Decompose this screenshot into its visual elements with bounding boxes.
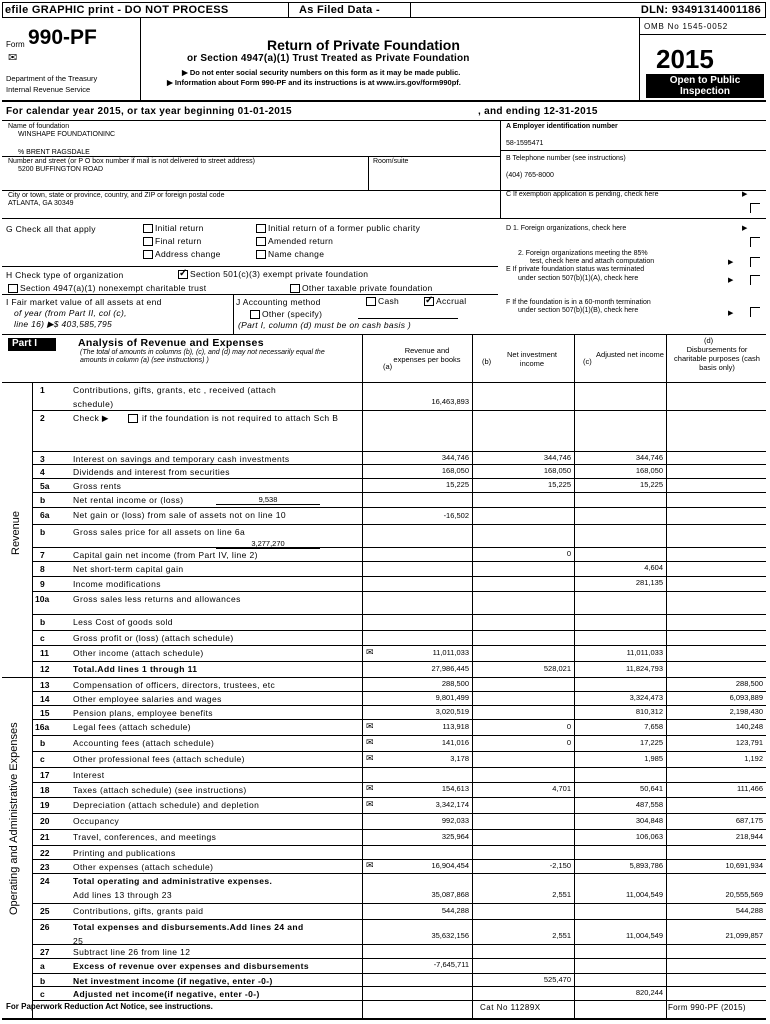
amount-col-b: 15,225 bbox=[548, 480, 571, 489]
line-label: Gross profit or (loss) (attach schedule) bbox=[73, 633, 234, 643]
amount-col-b: 2,551 bbox=[552, 931, 571, 940]
h-c3[interactable] bbox=[178, 269, 368, 279]
amount-col-c: 106,063 bbox=[635, 832, 663, 841]
line-label: Contributions, gifts, grants, etc , received (attach bbox=[73, 385, 277, 395]
line-label: Net rental income or (loss) bbox=[73, 495, 184, 505]
arrow-icon: ▶ bbox=[728, 310, 734, 317]
line-label: Other professional fees (attach schedule) bbox=[73, 754, 245, 764]
row-rule bbox=[32, 767, 766, 768]
j-other[interactable] bbox=[250, 309, 322, 319]
amount-col-b: 525,470 bbox=[543, 975, 571, 984]
amount-col-c: 15,225 bbox=[640, 480, 663, 489]
amount-col-c: 7,658 bbox=[644, 722, 663, 731]
amount-col-c: 11,824,793 bbox=[626, 664, 663, 673]
line-number: 12 bbox=[40, 664, 50, 674]
e-label-b: under section 507(b)(1)(A), check here bbox=[518, 275, 639, 282]
line-number: 1 bbox=[40, 385, 45, 395]
line-number: 23 bbox=[40, 862, 50, 872]
final-return-label: Final return bbox=[155, 236, 202, 246]
line-label: Other employee salaries and wages bbox=[73, 694, 222, 704]
other-taxable-label: Other taxable private foundation bbox=[302, 283, 433, 293]
line-number: 15 bbox=[40, 708, 50, 718]
row-rule bbox=[32, 464, 766, 465]
amount-col-d: 140,248 bbox=[735, 722, 763, 731]
line-label: Subtract line 26 from line 12 bbox=[73, 947, 191, 957]
line-label: Interest bbox=[73, 770, 105, 780]
row-rule bbox=[32, 645, 766, 646]
address-change-label: Address change bbox=[155, 249, 221, 259]
amount-col-c: 281,135 bbox=[635, 578, 663, 587]
amount-col-d: 21,099,857 bbox=[725, 931, 763, 940]
row-rule bbox=[32, 944, 766, 945]
amount-col-b: 528,021 bbox=[543, 664, 571, 673]
line-label: Gross rents bbox=[73, 481, 122, 491]
line-number: 8 bbox=[40, 564, 45, 574]
amount-col-d: 111,466 bbox=[737, 784, 763, 793]
line-number: 27 bbox=[40, 947, 50, 957]
i-line1: I Fair market value of all assets at end bbox=[6, 297, 162, 307]
part1-tag: Part I bbox=[8, 338, 56, 351]
col-b-letter: (b) bbox=[482, 357, 492, 366]
line-label: Net gain or (loss) from sale of assets not on line 10 bbox=[73, 510, 287, 520]
line-number: b bbox=[40, 527, 46, 537]
line-number: 24 bbox=[40, 876, 50, 886]
amount-col-a: 11,011,033 bbox=[432, 648, 469, 657]
line-label: Occupancy bbox=[73, 816, 120, 826]
line-label: Gross sales less returns and allowances bbox=[73, 594, 241, 604]
expenses-side-label: Operating and Administrative Expenses bbox=[8, 722, 20, 915]
accrual-label: Accrual bbox=[436, 296, 467, 306]
f-checkbox[interactable] bbox=[750, 307, 760, 317]
line-label: Net short-term capital gain bbox=[73, 564, 184, 574]
row-rule bbox=[32, 705, 766, 706]
amount-col-c: 304,848 bbox=[635, 816, 663, 825]
line-label: Contributions, gifts, grants paid bbox=[73, 906, 204, 916]
line-number: b bbox=[40, 495, 46, 505]
amount-col-a: 344,746 bbox=[441, 453, 469, 462]
irs: Internal Revenue Service bbox=[6, 85, 91, 94]
line-label-cont: if the foundation is not required to attach Sch B bbox=[142, 413, 339, 423]
line-number: 3 bbox=[40, 454, 45, 464]
amount-col-a: 3,020,519 bbox=[435, 707, 469, 716]
col-d-head: Disbursements for charitable purposes (cash basis only) bbox=[674, 345, 760, 372]
row-rule bbox=[32, 719, 766, 720]
amount-col-a: 15,225 bbox=[446, 480, 469, 489]
other-method-label: Other (specify) bbox=[262, 309, 323, 319]
inline-amount: 3,277,270 bbox=[216, 539, 320, 549]
street-label: Number and street (or P O box number if mail is not delivered to street address) bbox=[8, 158, 255, 165]
amount-col-a: 9,801,499 bbox=[435, 693, 469, 702]
line-number: c bbox=[40, 754, 45, 764]
form-header bbox=[2, 18, 766, 102]
calendar-begin: For calendar year 2015, or tax year beginning 01-01-2015 bbox=[6, 106, 292, 117]
amount-col-a: 544,288 bbox=[441, 906, 469, 915]
line-number: c bbox=[40, 989, 45, 999]
cash-checkbox[interactable] bbox=[366, 297, 376, 306]
row-rule bbox=[32, 576, 766, 577]
amended-return-label: Amended return bbox=[268, 236, 334, 246]
col-b-head: Net investment income bbox=[506, 350, 558, 368]
arrow-icon: ▶ bbox=[742, 191, 748, 198]
line-label: Net investment income (if negative, enter -0-) bbox=[73, 976, 273, 986]
row-rule bbox=[32, 735, 766, 736]
attachment-icon[interactable]: ✉ bbox=[366, 783, 374, 793]
initial-return-label: Initial return bbox=[155, 223, 204, 233]
line-label-cont: schedule) bbox=[73, 399, 114, 409]
phone-value: (404) 765-8000 bbox=[506, 172, 554, 179]
col-d-letter: (d) bbox=[704, 336, 714, 345]
attachment-icon[interactable]: ✉ bbox=[366, 737, 374, 747]
line-label: Other expenses (attach schedule) bbox=[73, 862, 214, 872]
row-rule bbox=[32, 903, 766, 904]
line-number: b bbox=[40, 617, 46, 627]
col-c-letter: (c) bbox=[583, 357, 592, 366]
amount-col-a: 27,986,445 bbox=[431, 664, 469, 673]
row-rule bbox=[32, 797, 766, 798]
foundation-name: WINSHAPE FOUNDATIONINC bbox=[18, 131, 116, 138]
col-c-head: Adjusted net income bbox=[596, 350, 664, 359]
line-number: b bbox=[40, 738, 46, 748]
dln: DLN: 93491314001186 bbox=[640, 4, 761, 16]
line-number: 19 bbox=[40, 800, 50, 810]
line-label: Capital gain net income (from Part IV, line 2) bbox=[73, 550, 258, 560]
line-number: 22 bbox=[40, 848, 50, 858]
attachment-icon[interactable]: ✉ bbox=[366, 647, 374, 657]
row-rule bbox=[32, 958, 766, 959]
omb-number: OMB No 1545-0052 bbox=[644, 22, 728, 31]
attachment-icon[interactable]: ✉ bbox=[366, 799, 374, 809]
row-rule bbox=[32, 859, 766, 860]
line-number: 26 bbox=[40, 922, 50, 932]
line-label: Adjusted net income(if negative, enter -0-) bbox=[73, 989, 260, 999]
row-rule bbox=[32, 691, 766, 692]
calendar-end: , and ending 12-31-2015 bbox=[478, 106, 598, 117]
row-rule bbox=[32, 845, 766, 846]
line-label: Compensation of officers, directors, trustees, etc bbox=[73, 680, 276, 690]
line-label: Taxes (attach schedule) (see instructions) bbox=[73, 785, 247, 795]
d1-label: D 1. Foreign organizations, check here bbox=[506, 225, 627, 232]
line-number: 20 bbox=[40, 816, 50, 826]
line-label-cont: 25 bbox=[73, 936, 84, 946]
line-number: 2 bbox=[40, 413, 45, 423]
irs-note: ▶ Information about Form 990-PF and its instructions is at www.irs.gov/form990pf. bbox=[167, 78, 461, 87]
h-trust[interactable] bbox=[8, 283, 206, 293]
cat-number: Cat No 11289X bbox=[480, 1003, 541, 1012]
line-label: Other income (attach schedule) bbox=[73, 648, 204, 658]
e-checkbox[interactable] bbox=[750, 275, 760, 285]
amount-col-a: 141,016 bbox=[441, 738, 469, 747]
arrow-icon: ▶ bbox=[728, 259, 734, 266]
form-footer: Form 990-PF (2015) bbox=[668, 1003, 746, 1012]
row-rule bbox=[32, 813, 766, 814]
row-rule bbox=[32, 630, 766, 631]
street-value: 5200 BUFFINGTON ROAD bbox=[18, 166, 104, 173]
line-number: c bbox=[40, 633, 45, 643]
line-label: Depreciation (attach schedule) and depletion bbox=[73, 800, 260, 810]
inline-amount: 9,538 bbox=[216, 495, 320, 505]
amount-col-a: 3,178 bbox=[450, 754, 469, 763]
amount-col-d: 10,691,934 bbox=[725, 861, 763, 870]
row-rule bbox=[32, 873, 766, 874]
trust-checkbox[interactable] bbox=[8, 284, 18, 293]
row-rule bbox=[32, 829, 766, 830]
col-a-letter: (a) bbox=[383, 362, 393, 371]
line-label: Travel, conferences, and meetings bbox=[73, 832, 217, 842]
row-rule bbox=[32, 451, 766, 452]
trust-label: Section 4947(a)(1) nonexempt charitable trust bbox=[20, 283, 207, 293]
row-rule bbox=[32, 492, 766, 493]
line-label: Less Cost of goods sold bbox=[73, 617, 173, 627]
amount-col-c: 344,746 bbox=[635, 453, 663, 462]
initial-former-checkbox[interactable] bbox=[256, 224, 266, 233]
ein-value: 58-1595471 bbox=[506, 140, 544, 147]
row-rule bbox=[32, 986, 766, 987]
amount-col-c: 168,050 bbox=[635, 466, 663, 475]
amount-col-a: 168,050 bbox=[441, 466, 469, 475]
j-cash[interactable] bbox=[366, 296, 399, 306]
line-label: Total operating and administrative expenses. bbox=[73, 876, 273, 886]
amount-col-c: 11,004,549 bbox=[626, 890, 663, 899]
name-change-label: Name change bbox=[268, 249, 325, 259]
row-rule bbox=[32, 751, 766, 752]
city-label: City or town, state or province, country, and ZIP or foreign postal code bbox=[8, 192, 225, 199]
part1-sub: (The total of amounts in columns (b), (c), and (d) may not necessarily equal the amounts in column (a) (see instructions) ) bbox=[80, 349, 325, 364]
c-checkbox[interactable] bbox=[750, 203, 760, 213]
line-number: 17 bbox=[40, 770, 50, 780]
paperwork-notice: For Paperwork Reduction Act Notice, see instructions. bbox=[6, 1002, 213, 1011]
amount-col-d: 687,175 bbox=[735, 816, 763, 825]
amount-col-b: 2,551 bbox=[552, 890, 571, 899]
e-label-a: E If private foundation status was terminated bbox=[506, 266, 645, 273]
line-label: Income modifications bbox=[73, 579, 161, 589]
amount-col-d: 1,192 bbox=[744, 754, 763, 763]
row-rule bbox=[32, 782, 766, 783]
line-label-cont: Add lines 13 through 23 bbox=[73, 890, 172, 900]
amount-col-b: 0 bbox=[566, 722, 571, 731]
d2a-label: 2. Foreign organizations meeting the 85% bbox=[518, 250, 648, 257]
row-rule bbox=[32, 524, 766, 525]
amount-col-d: 218,944 bbox=[735, 832, 763, 841]
line-number: b bbox=[40, 976, 46, 986]
row-rule bbox=[32, 507, 766, 508]
efile-notice: efile GRAPHIC print - DO NOT PROCESS bbox=[5, 4, 229, 16]
amount-col-c: 17,225 bbox=[640, 738, 663, 747]
row-rule bbox=[32, 1000, 766, 1001]
amount-col-c: 11,004,549 bbox=[626, 931, 663, 940]
h-label: H Check type of organization bbox=[6, 270, 124, 280]
care-of: % BRENT RAGSDALE bbox=[18, 149, 90, 156]
amount-col-d: 20,555,569 bbox=[725, 890, 763, 899]
amount-col-d: 6,093,889 bbox=[729, 693, 763, 702]
initial-former[interactable] bbox=[256, 223, 420, 233]
amount-col-c: 5,893,786 bbox=[629, 861, 663, 870]
line-label: Check ▶ bbox=[73, 413, 109, 423]
amount-col-b: 0 bbox=[566, 549, 571, 558]
amount-col-c: 4,604 bbox=[644, 563, 663, 572]
other-taxable-checkbox[interactable] bbox=[290, 284, 300, 293]
amount-col-d: 2,198,430 bbox=[729, 707, 763, 716]
amount-col-c: 50,641 bbox=[640, 784, 663, 793]
col-a-head: Revenue and expenses per books bbox=[393, 346, 461, 364]
amount-col-c: 810,312 bbox=[635, 707, 663, 716]
line-label: Pension plans, employee benefits bbox=[73, 708, 213, 718]
phone-label: B Telephone number (see instructions) bbox=[506, 155, 626, 162]
line-number: 25 bbox=[40, 906, 50, 916]
initial-return[interactable] bbox=[143, 223, 204, 233]
amount-col-d: 288,500 bbox=[735, 679, 763, 688]
name-change[interactable] bbox=[256, 249, 324, 259]
cash-label: Cash bbox=[378, 296, 400, 306]
amended-return[interactable] bbox=[256, 236, 333, 246]
amount-col-a: 992,033 bbox=[441, 816, 469, 825]
amount-col-a: 288,500 bbox=[441, 679, 469, 688]
line-label: Interest on savings and temporary cash investments bbox=[73, 454, 290, 464]
f-label-b: under section 507(b)(1)(B), check here bbox=[518, 307, 639, 314]
tax-year: 2015 bbox=[656, 44, 714, 74]
open-label: Open to Public bbox=[669, 75, 741, 86]
amount-col-a: 325,964 bbox=[441, 832, 469, 841]
line-number: 6a bbox=[40, 510, 50, 520]
room-label: Room/suite bbox=[373, 158, 409, 165]
attachment-icon[interactable]: ✉ bbox=[366, 721, 374, 731]
line-number: 5a bbox=[40, 481, 50, 491]
line-number: 14 bbox=[40, 694, 50, 704]
line-number: 13 bbox=[40, 680, 50, 690]
attachment-icon[interactable]: ✉ bbox=[366, 860, 374, 870]
amount-col-d: 123,791 bbox=[735, 738, 763, 747]
j-label: J Accounting method bbox=[236, 297, 321, 307]
line-label: Accounting fees (attach schedule) bbox=[73, 738, 215, 748]
line-label: Legal fees (attach schedule) bbox=[73, 722, 191, 732]
city-value: ATLANTA, GA 30349 bbox=[8, 200, 74, 207]
form-title: Return of Private Foundation bbox=[267, 37, 460, 53]
amount-col-a: -16,502 bbox=[443, 511, 469, 520]
top-bar bbox=[2, 2, 766, 18]
ein-label: A Employer identification number bbox=[506, 123, 618, 130]
part1-title: Analysis of Revenue and Expenses bbox=[78, 337, 264, 349]
line-label: Dividends and interest from securities bbox=[73, 467, 230, 477]
accrual-checkbox[interactable] bbox=[424, 297, 434, 306]
arrow-icon: ▶ bbox=[742, 225, 748, 232]
line-number: 11 bbox=[40, 648, 49, 658]
revenue-side-label: Revenue bbox=[10, 510, 22, 555]
d2b-label: test, check here and attach computation bbox=[530, 258, 655, 265]
i-line3: line 16) ▶$ 403,585,795 bbox=[14, 319, 113, 329]
initial-return-checkbox[interactable] bbox=[143, 224, 153, 233]
final-return[interactable] bbox=[143, 236, 202, 246]
amount-col-b: 344,746 bbox=[543, 453, 571, 462]
c3-checkbox[interactable] bbox=[178, 270, 188, 279]
amount-col-a: 154,613 bbox=[441, 784, 469, 793]
amount-col-c: 11,011,033 bbox=[626, 648, 663, 657]
line-label: Excess of revenue over expenses and disbursements bbox=[73, 961, 309, 971]
amount-col-a: 16,463,893 bbox=[431, 397, 469, 406]
i-line2: of year (from Part II, col (c), bbox=[14, 308, 127, 318]
line-number: 18 bbox=[40, 785, 50, 795]
line-number: 21 bbox=[40, 832, 50, 842]
j-accrual[interactable] bbox=[424, 296, 466, 306]
name-change-checkbox[interactable] bbox=[256, 250, 266, 259]
amount-col-b: 168,050 bbox=[543, 466, 571, 475]
amount-col-c: 1,985 bbox=[644, 754, 663, 763]
attachment-icon[interactable]: ✉ bbox=[366, 753, 374, 763]
f-label-a: F If the foundation is in a 60-month termination bbox=[506, 299, 651, 306]
form-number: 990-PF bbox=[28, 26, 97, 49]
open-inspection-box bbox=[646, 74, 764, 98]
line-number: 9 bbox=[40, 579, 45, 589]
final-return-checkbox[interactable] bbox=[143, 237, 153, 246]
h-other[interactable] bbox=[290, 283, 433, 293]
foundation-name-label: Name of foundation bbox=[8, 123, 70, 130]
line-label: Total.Add lines 1 through 11 bbox=[73, 664, 198, 674]
amount-col-c: 820,244 bbox=[635, 988, 663, 997]
j-note: (Part I, column (d) must be on cash basis ) bbox=[238, 320, 412, 330]
arrow-icon: ▶ bbox=[728, 277, 734, 284]
amount-col-a: 113,918 bbox=[442, 722, 469, 731]
line-label: Gross sales price for all assets on line 6a bbox=[73, 527, 246, 537]
form-word: Form bbox=[6, 40, 25, 49]
g-label: G Check all that apply bbox=[6, 224, 96, 234]
row-rule bbox=[32, 614, 766, 615]
dept-treasury: Department of the Treasury bbox=[6, 74, 98, 83]
amount-col-a: 35,087,868 bbox=[431, 890, 469, 899]
c3-label: Section 501(c)(3) exempt private foundation bbox=[190, 269, 369, 279]
form-subtitle: or Section 4947(a)(1) Trust Treated as Private Foundation bbox=[187, 53, 470, 64]
line-number: 16a bbox=[35, 722, 50, 732]
address-change[interactable] bbox=[143, 249, 221, 259]
amended-return-checkbox[interactable] bbox=[256, 237, 266, 246]
exemption-pending-label: C If exemption application is pending, check here bbox=[506, 191, 659, 198]
filed-notice: As Filed Data - bbox=[299, 4, 380, 16]
initial-former-label: Initial return of a former public charity bbox=[268, 223, 421, 233]
row-rule bbox=[32, 478, 766, 479]
amount-col-b: 4,701 bbox=[552, 784, 571, 793]
amount-col-a: 16,904,454 bbox=[431, 861, 469, 870]
d2-checkbox[interactable] bbox=[750, 257, 760, 267]
amount-col-a: -7,645,711 bbox=[433, 960, 469, 969]
amount-col-d: 544,288 bbox=[735, 906, 763, 915]
ssn-note: ▶ Do not enter social security numbers on this form as it may be made public. bbox=[182, 68, 461, 77]
row-rule bbox=[32, 919, 766, 920]
d1-checkbox[interactable] bbox=[750, 237, 760, 247]
address-change-checkbox[interactable] bbox=[143, 250, 153, 259]
line-number: a bbox=[40, 961, 45, 971]
sch-b-checkbox[interactable] bbox=[128, 414, 138, 423]
line-label: Total expenses and disbursements.Add lines 24 and bbox=[73, 922, 304, 932]
row-rule bbox=[32, 591, 766, 592]
row-rule bbox=[32, 561, 766, 562]
amount-col-b: 0 bbox=[566, 738, 571, 747]
line-number: 4 bbox=[40, 467, 45, 477]
line-number: 7 bbox=[40, 550, 45, 560]
row-rule bbox=[32, 410, 766, 411]
eagle-icon: ✉ bbox=[8, 52, 18, 64]
amount-col-c: 487,558 bbox=[635, 800, 663, 809]
line-number: 10a bbox=[35, 594, 50, 604]
amount-col-a: 3,342,174 bbox=[435, 800, 469, 809]
amount-col-c: 3,324,473 bbox=[629, 693, 663, 702]
amount-col-b: -2,150 bbox=[549, 861, 571, 870]
row-rule bbox=[32, 547, 766, 548]
row-rule bbox=[32, 661, 766, 662]
row-rule bbox=[32, 973, 766, 974]
row-rule bbox=[32, 677, 766, 678]
amount-col-a: 35,632,156 bbox=[431, 931, 469, 940]
line-label: Printing and publications bbox=[73, 848, 176, 858]
other-method-checkbox[interactable] bbox=[250, 310, 260, 319]
inspection-label: Inspection bbox=[679, 86, 730, 97]
